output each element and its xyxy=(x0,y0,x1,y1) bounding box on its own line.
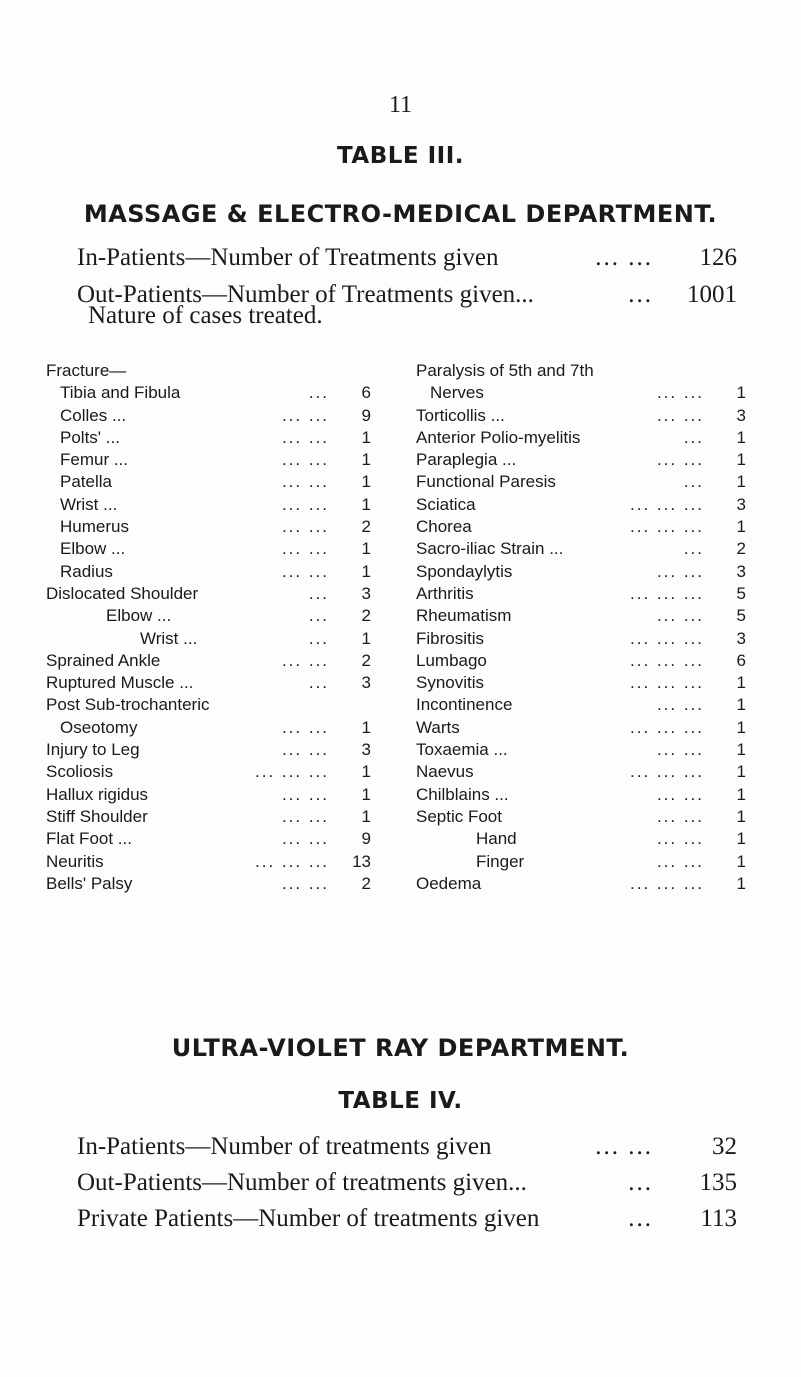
case-row xyxy=(46,538,371,560)
case-count: 1 xyxy=(736,762,746,782)
case-row xyxy=(46,382,371,404)
case-name: Sacro-iliac Strain ... xyxy=(416,539,564,559)
leader-dots: ... ... xyxy=(656,450,704,470)
massage-department-heading: MASSAGE & ELECTRO-MEDICAL DEPARTMENT. xyxy=(83,200,718,228)
leader-dots: ... ... ... xyxy=(630,873,704,893)
summary-label xyxy=(77,1205,539,1233)
case-count: 2 xyxy=(361,606,371,626)
summary-label xyxy=(77,1169,527,1197)
summary-label-text: —Number of treatments given xyxy=(185,1133,492,1160)
case-count: 1 xyxy=(736,873,746,893)
case-row xyxy=(46,405,371,427)
case-name: Injury to Leg xyxy=(46,740,140,760)
case-count: 1 xyxy=(361,784,371,804)
case-count: 1 xyxy=(736,517,746,537)
leader-dots: ... xyxy=(308,673,329,693)
leader-dots: ... ... xyxy=(595,1133,653,1160)
leader-dots: ... ... ... xyxy=(255,762,329,782)
case-count: 13 xyxy=(352,851,371,871)
uv-out-patients-summary xyxy=(77,1169,737,1201)
summary-label-category: Out-Patients xyxy=(77,1169,202,1196)
case-row xyxy=(416,427,746,449)
case-name: Functional Paresis xyxy=(416,472,556,492)
leader-dots: ... xyxy=(683,472,704,492)
case-row xyxy=(46,784,371,806)
case-count: 1 xyxy=(736,427,746,447)
leader-dots: ... ... xyxy=(281,539,329,559)
case-name: Spondaylytis xyxy=(416,561,513,581)
case-count: 1 xyxy=(736,829,746,849)
leader-dots: ... xyxy=(628,1205,653,1232)
case-name: Hand xyxy=(476,829,517,849)
case-name: Hallux rigidus xyxy=(46,784,149,804)
nature-of-cases-heading: Nature of cases treated. xyxy=(88,302,323,329)
case-name: Warts xyxy=(416,717,460,737)
case-count: 1 xyxy=(736,383,746,403)
case-name: Torticollis ... xyxy=(416,405,505,425)
case-name: Radius xyxy=(60,561,113,581)
case-row xyxy=(416,806,746,828)
summary-label-text: —Number of treatments given xyxy=(233,1205,540,1232)
leader-dots: ... ... xyxy=(656,851,704,871)
leader-dots: ... ... xyxy=(281,784,329,804)
leader-dots: ... ... xyxy=(281,717,329,737)
summary-value: 1001 xyxy=(687,281,737,308)
leader-dots: ... ... xyxy=(281,829,329,849)
leader-dots: ... ... ... xyxy=(630,628,704,648)
case-name: Oedema xyxy=(416,873,482,893)
leader-dots: ... ... xyxy=(281,806,329,826)
summary-value: 135 xyxy=(699,1169,737,1196)
case-name: Neuritis xyxy=(46,851,104,871)
table-4-title: TABLE IV. xyxy=(338,1088,463,1114)
summary-value: 126 xyxy=(699,244,737,271)
leader-dots: ... ... ... xyxy=(255,851,329,871)
case-name: Flat Foot ... xyxy=(46,829,132,849)
case-row xyxy=(46,828,371,850)
case-row xyxy=(46,494,371,516)
case-row xyxy=(416,828,746,850)
case-row xyxy=(416,672,746,694)
leader-dots: ... ... ... xyxy=(630,517,704,537)
case-name: Post Sub-trochanteric xyxy=(46,695,210,715)
case-count: 3 xyxy=(361,673,371,693)
summary-value: 113 xyxy=(700,1205,737,1232)
case-row xyxy=(46,694,371,716)
case-row xyxy=(416,784,746,806)
case-row xyxy=(46,672,371,694)
case-name: Septic Foot xyxy=(416,806,502,826)
leader-dots: ... ... xyxy=(656,383,704,403)
case-name: Rheumatism xyxy=(416,606,512,626)
case-row xyxy=(416,405,746,427)
case-count: 2 xyxy=(361,650,371,670)
case-row xyxy=(46,561,371,583)
case-row xyxy=(46,650,371,672)
case-count: 1 xyxy=(736,851,746,871)
leader-dots: ... xyxy=(683,539,704,559)
case-count: 5 xyxy=(736,606,746,626)
leader-dots: ... ... xyxy=(595,244,653,271)
case-name: Anterior Polio-myelitis xyxy=(416,427,581,447)
table-3-title: TABLE III. xyxy=(336,143,465,169)
case-count: 1 xyxy=(361,806,371,826)
uv-in-patients-summary xyxy=(77,1133,737,1165)
leader-dots: ... ... ... xyxy=(630,583,704,603)
case-count: 2 xyxy=(361,517,371,537)
leader-dots: ... xyxy=(308,628,329,648)
case-count: 1 xyxy=(736,450,746,470)
case-row xyxy=(46,516,371,538)
case-count: 1 xyxy=(361,427,371,447)
case-row xyxy=(46,427,371,449)
leader-dots: ... xyxy=(628,1169,653,1196)
case-count: 1 xyxy=(736,472,746,492)
case-row xyxy=(416,360,746,382)
leader-dots: ... ... xyxy=(656,740,704,760)
case-name: Synovitis xyxy=(416,673,485,693)
ultra-violet-department-heading: ULTRA-VIOLET RAY DEPARTMENT. xyxy=(171,1034,630,1062)
case-row xyxy=(416,382,746,404)
case-row xyxy=(416,605,746,627)
leader-dots: ... ... xyxy=(656,405,704,425)
case-count: 1 xyxy=(361,472,371,492)
case-count: 1 xyxy=(736,717,746,737)
case-count: 2 xyxy=(736,539,746,559)
leader-dots: ... ... xyxy=(656,606,704,626)
summary-label xyxy=(77,1133,492,1161)
case-row xyxy=(416,628,746,650)
case-name: Naevus xyxy=(416,762,474,782)
case-name: Polts' ... xyxy=(60,427,120,447)
case-name: Wrist ... xyxy=(60,494,118,514)
leader-dots: ... ... xyxy=(281,561,329,581)
leader-dots: ... xyxy=(628,281,653,308)
case-name: Fibrositis xyxy=(416,628,485,648)
leader-dots: ... ... ... xyxy=(630,717,704,737)
case-name: Elbow ... xyxy=(106,606,172,626)
leader-dots: ... xyxy=(308,383,329,403)
case-count: 1 xyxy=(361,494,371,514)
summary-label-category: Out-Patients xyxy=(77,281,202,308)
case-count: 3 xyxy=(361,740,371,760)
case-count: 3 xyxy=(736,561,746,581)
case-count: 5 xyxy=(736,583,746,603)
case-count: 3 xyxy=(736,494,746,514)
case-name: Elbow ... xyxy=(60,539,126,559)
leader-dots: ... ... ... xyxy=(630,494,704,514)
case-name: Patella xyxy=(60,472,112,492)
summary-label xyxy=(77,244,499,272)
case-count: 1 xyxy=(361,539,371,559)
case-name: Fracture— xyxy=(46,361,127,380)
summary-label-text: —Number of Treatments given... xyxy=(202,281,534,308)
case-row xyxy=(416,650,746,672)
case-row xyxy=(46,583,371,605)
case-row xyxy=(46,471,371,493)
uv-private-patients-summary xyxy=(77,1205,737,1237)
leader-dots: ... ... ... xyxy=(630,673,704,693)
leader-dots: ... ... xyxy=(281,517,329,537)
case-name: Wrist ... xyxy=(140,628,198,648)
case-count: 1 xyxy=(361,450,371,470)
case-row xyxy=(416,717,746,739)
case-row xyxy=(46,605,371,627)
case-count: 1 xyxy=(361,717,371,737)
case-count: 1 xyxy=(736,695,746,715)
case-row xyxy=(416,851,746,873)
case-row xyxy=(416,516,746,538)
case-name: Lumbago xyxy=(416,650,487,670)
case-row xyxy=(46,761,371,783)
case-name: Scoliosis xyxy=(46,762,114,782)
case-row xyxy=(416,471,746,493)
case-count: 1 xyxy=(736,673,746,693)
leader-dots: ... ... xyxy=(656,784,704,804)
case-name: Finger xyxy=(476,851,525,871)
case-count: 1 xyxy=(736,740,746,760)
case-name: Paraplegia ... xyxy=(416,450,517,470)
case-count: 2 xyxy=(361,873,371,893)
cases-left-column xyxy=(46,360,371,895)
cases-right-column xyxy=(416,360,746,895)
summary-value: 32 xyxy=(712,1133,737,1160)
case-count: 1 xyxy=(361,628,371,648)
case-name: Sciatica xyxy=(416,494,476,514)
leader-dots: ... xyxy=(683,427,704,447)
case-name: Oseotomy xyxy=(60,717,138,737)
leader-dots: ... ... xyxy=(281,427,329,447)
leader-dots: ... xyxy=(308,606,329,626)
summary-label-category: In-Patients xyxy=(77,1133,186,1160)
case-row xyxy=(46,851,371,873)
leader-dots: ... ... xyxy=(281,472,329,492)
case-row xyxy=(416,449,746,471)
in-patients-summary xyxy=(77,244,737,276)
case-name: Arthritis xyxy=(416,583,474,603)
case-row xyxy=(46,628,371,650)
leader-dots: ... ... xyxy=(656,829,704,849)
case-name: Incontinence xyxy=(416,695,513,715)
summary-label-category: In-Patients xyxy=(77,244,186,271)
summary-label-text: —Number of treatments given... xyxy=(202,1169,527,1196)
case-name: Bells' Palsy xyxy=(46,873,133,893)
case-name: Dislocated Shoulder xyxy=(46,583,199,603)
case-name: Colles ... xyxy=(60,405,127,425)
case-name: Sprained Ankle xyxy=(46,650,161,670)
case-count: 3 xyxy=(736,405,746,425)
leader-dots: ... ... xyxy=(281,494,329,514)
case-count: 9 xyxy=(361,405,371,425)
case-name: Paralysis of 5th and 7th xyxy=(416,361,594,380)
page-number: 11 xyxy=(388,92,413,118)
leader-dots: ... ... xyxy=(281,650,329,670)
case-name: Stiff Shoulder xyxy=(46,806,148,826)
case-count: 6 xyxy=(736,650,746,670)
leader-dots: ... ... ... xyxy=(630,650,704,670)
case-count: 1 xyxy=(361,762,371,782)
leader-dots: ... ... xyxy=(281,740,329,760)
case-name: Nerves xyxy=(430,383,484,403)
leader-dots: ... ... xyxy=(656,806,704,826)
leader-dots: ... ... xyxy=(281,450,329,470)
case-row xyxy=(46,717,371,739)
case-name: Ruptured Muscle ... xyxy=(46,673,194,693)
case-row xyxy=(46,360,371,382)
case-row xyxy=(416,739,746,761)
case-name: Tibia and Fibula xyxy=(60,383,181,403)
case-count: 6 xyxy=(361,383,371,403)
case-row xyxy=(416,583,746,605)
case-row xyxy=(416,761,746,783)
case-row xyxy=(416,873,746,895)
case-count: 3 xyxy=(361,583,371,603)
case-name: Chilblains ... xyxy=(416,784,509,804)
summary-label-category: Private Patients xyxy=(77,1205,234,1232)
leader-dots: ... ... xyxy=(656,695,704,715)
leader-dots: ... ... xyxy=(656,561,704,581)
case-row xyxy=(416,494,746,516)
case-name: Humerus xyxy=(60,517,129,537)
leader-dots: ... ... xyxy=(281,873,329,893)
case-count: 1 xyxy=(736,784,746,804)
case-row xyxy=(46,449,371,471)
case-row xyxy=(416,538,746,560)
case-row xyxy=(46,873,371,895)
case-count: 9 xyxy=(361,829,371,849)
case-row xyxy=(416,694,746,716)
case-row xyxy=(46,806,371,828)
case-row xyxy=(416,561,746,583)
case-count: 1 xyxy=(736,806,746,826)
case-name: Femur ... xyxy=(60,450,129,470)
leader-dots: ... ... xyxy=(281,405,329,425)
leader-dots: ... ... ... xyxy=(630,762,704,782)
case-count: 1 xyxy=(361,561,371,581)
summary-label-text: —Number of Treatments given xyxy=(185,244,499,271)
leader-dots: ... xyxy=(308,583,329,603)
case-count: 3 xyxy=(736,628,746,648)
case-name: Toxaemia ... xyxy=(416,740,508,760)
case-name: Chorea xyxy=(416,517,472,537)
case-row xyxy=(46,739,371,761)
